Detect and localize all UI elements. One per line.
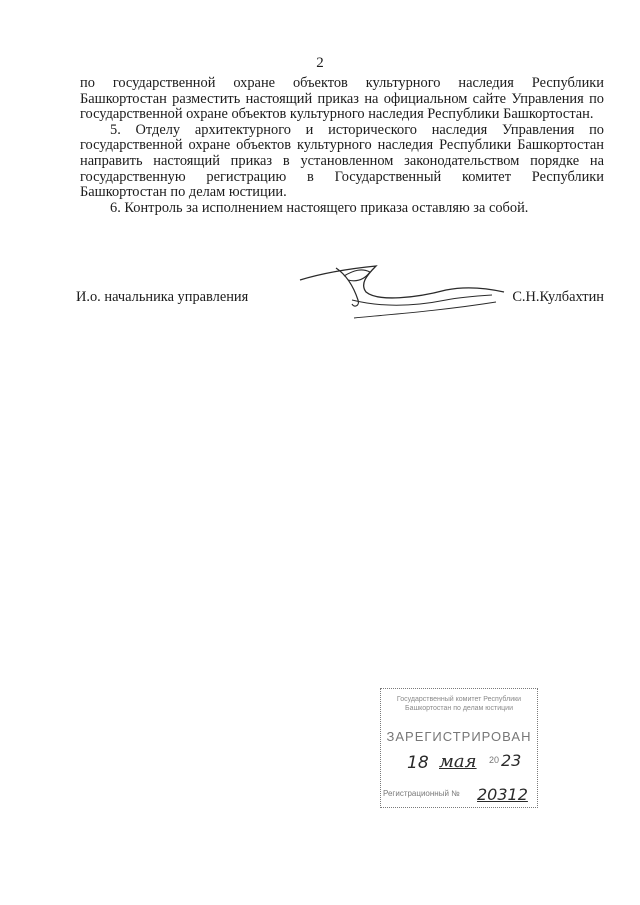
- registration-stamp: [380, 688, 538, 808]
- stamp-day: 18: [407, 753, 429, 773]
- paragraph-continuation: по государственной охране объектов культурного наследия Республики Башкортостан разместить настоящий приказ на официальном сайте Управления по государственной охране объектов культурного наследия Республики Башкортостан.: [80, 75, 604, 123]
- document-body: [80, 76, 604, 216]
- handwritten-signature: [296, 262, 516, 324]
- stamp-organization: Государственный комитет Республики Башкортостан по делам юстиции: [396, 696, 522, 712]
- stamp-reg-label: Регистрационный №: [383, 789, 460, 798]
- stamp-month: мая: [439, 751, 477, 772]
- stamp-title: ЗАРЕГИСТРИРОВАН: [386, 729, 532, 744]
- stamp-reg-number: 20312: [477, 785, 528, 804]
- signatory-name: С.Н.Кулбахтин: [512, 289, 604, 305]
- stamp-date: [383, 751, 535, 773]
- stamp-year-prefix: 20: [489, 755, 500, 765]
- page-number: 2: [316, 55, 324, 71]
- paragraph-item-6: 6. Контроль за исполнением настоящего приказа оставляю за собой.: [110, 199, 529, 216]
- stamp-year-suffix: 23: [501, 751, 522, 770]
- paragraph-item-5: 5. Отделу архитектурного и исторического наследия Управления по государственной охране объектов культурного наследия Республики Башкортостан направить настоящий приказ в установленном законодательством порядке на государственную регистрацию в Государственный комитет Республики Башкортостан по делам юстиции.: [80, 121, 604, 201]
- stamp-registration: [383, 785, 535, 803]
- signatory-position: И.о. начальника управления: [76, 289, 249, 305]
